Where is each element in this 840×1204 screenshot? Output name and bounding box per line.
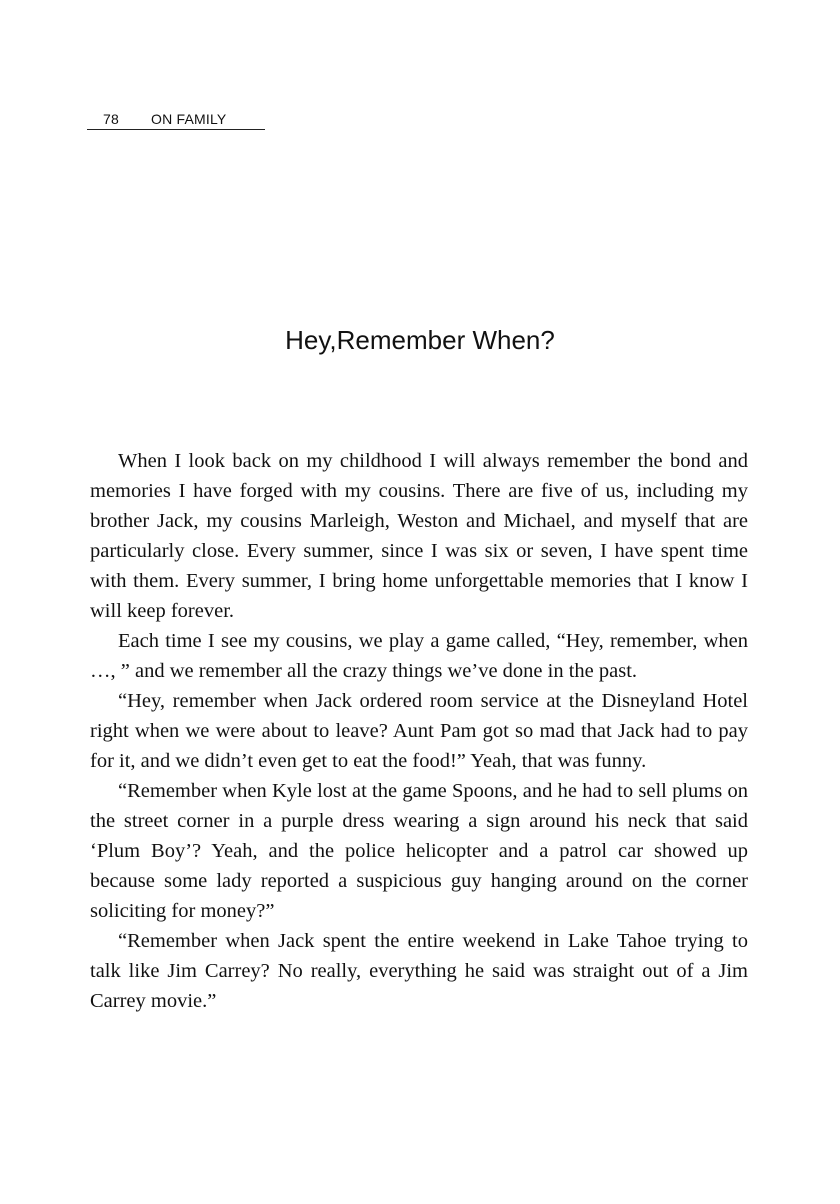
- page-number: 78: [103, 111, 119, 127]
- paragraph: When I look back on my childhood I will always remember the bond and memories I have forged with my cousins. There are five of us, including my brother Jack, my cousins Marleigh, Weston and Michael, and myself that are particularly close. Every summer, since I was six or seven, I have spent time with them. Every summer, I bring home unforgettable memories that I know I will keep forever.: [90, 450, 748, 622]
- paragraph: “Hey, remember when Jack ordered room service at the Disneyland Hotel right when we were about to leave? Aunt Pam got so mad that Jack had to pay for it, and we didn’t even get to eat the food!” Yeah, that was funny.: [90, 690, 748, 772]
- article-body: [90, 446, 748, 1016]
- section-name: ON FAMILY: [151, 111, 227, 127]
- running-head: [87, 109, 265, 130]
- paragraph: “Remember when Kyle lost at the game Spoons, and he had to sell plums on the street corner in a purple dress wearing a sign around his neck that said ‘Plum Boy’? Yeah, and the police helicopter and a patrol car showed up because some lady reported a suspicious guy hanging around on the corner soliciting for money?”: [90, 780, 748, 922]
- article-title: Hey,Remember When?: [285, 325, 555, 355]
- paragraph: Each time I see my cousins, we play a game called, “Hey, remember, when …, ” and we remember all the crazy things we’ve done in the past.: [90, 630, 748, 682]
- paragraph: “Remember when Jack spent the entire weekend in Lake Tahoe trying to talk like Jim Carrey? No really, everything he said was straight out of a Jim Carrey movie.”: [90, 930, 748, 1012]
